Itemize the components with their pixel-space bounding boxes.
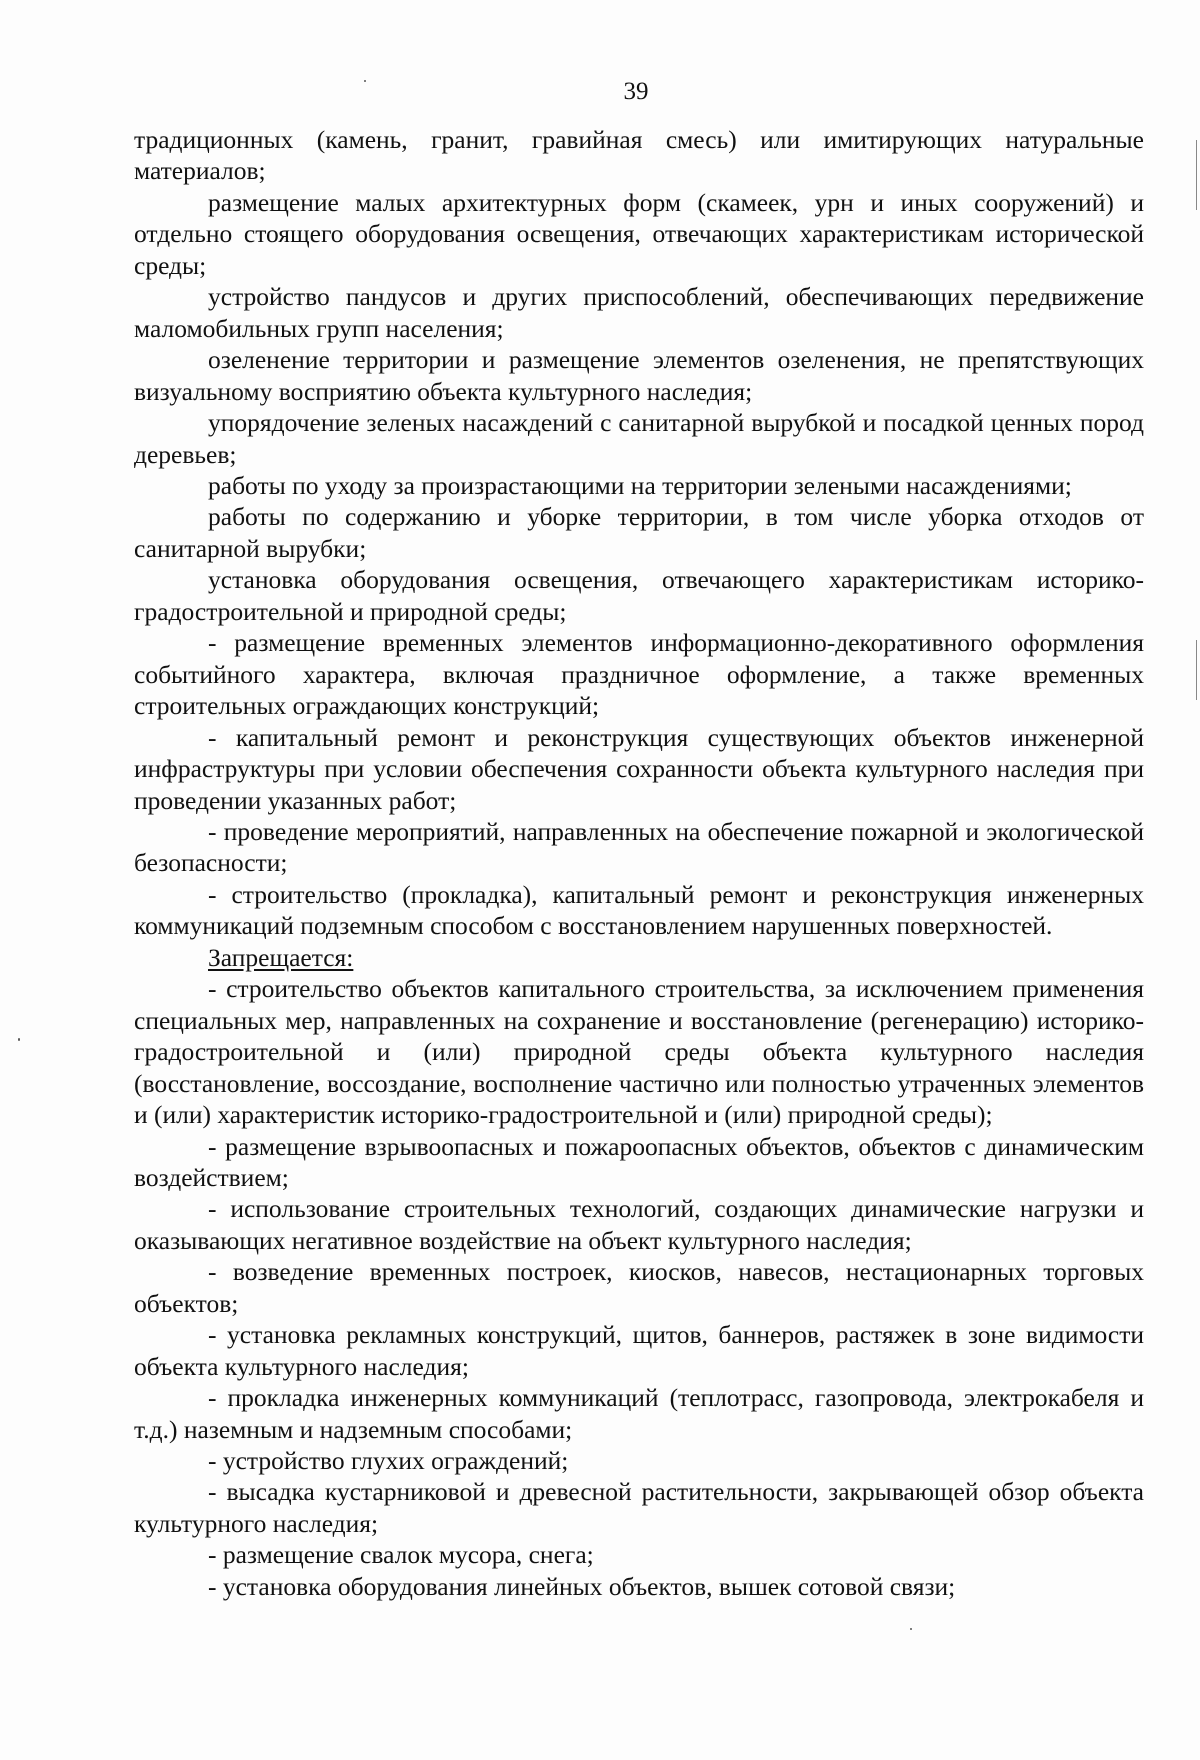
scan-speck [18, 1038, 20, 1041]
scan-edge-mark [1196, 140, 1197, 210]
list-item: - прокладка инженерных коммуникаций (теплотрасс, газопровода, электрокабеля и т.д.) наземным и надземным способами; [134, 1383, 1144, 1444]
list-item: - возведение временных построек, киосков, навесов, нестационарных торговых объектов; [134, 1257, 1144, 1318]
paragraph: работы по содержанию и уборке территории, в том числе уборка отходов от санитарной вырубки; [134, 502, 1144, 563]
paragraph: упорядочение зеленых насаждений с санитарной вырубкой и посадкой ценных пород деревьев; [134, 408, 1144, 469]
scan-edge-mark [1196, 640, 1197, 700]
list-item: - использование строительных технологий, создающих динамические нагрузки и оказывающих негативное воздействие на объект культурного наследия; [134, 1194, 1144, 1255]
paragraph: устройство пандусов и других приспособлений, обеспечивающих передвижение маломобильных групп населения; [134, 282, 1144, 343]
list-item: - размещение свалок мусора, снега; [208, 1540, 594, 1570]
document-body [134, 124, 1144, 1602]
page-number: 39 [623, 78, 649, 105]
list-item: - установка оборудования линейных объектов, вышек сотовой связи; [208, 1571, 956, 1601]
paragraph: размещение малых архитектурных форм (скамеек, урн и иных сооружений) и отдельно стоящего оборудования освещения, отвечающих характеристикам исторической среды; [134, 187, 1144, 280]
list-item: - строительство объектов капитального строительства, за исключением применения специальных мер, направленных на сохранение и восстановление (регенерацию) историко-градостроительной и (или) природной среды объекта культурного наследия (восстановление, воссоздание, восполнение частично или полностью утраченных элементов и (или) характеристик историко-градостроительной и (или) природной среды); [134, 974, 1144, 1130]
paragraph: работы по уходу за произрастающими на территории зелеными насаждениями; [208, 470, 1072, 500]
section-heading [134, 942, 1144, 973]
paragraph: установка оборудования освещения, отвечающего характеристикам историко-градостроительной и природной среды; [134, 565, 1144, 626]
scan-speck [364, 80, 366, 82]
list-item: - капитальный ремонт и реконструкция существующих объектов инженерной инфраструктуры при условии обеспечения сохранности объекта культурного наследия при проведении указанных работ; [134, 722, 1144, 815]
prohibited-heading: Запрещается: [208, 942, 354, 972]
list-item: - проведение мероприятий, направленных на обеспечение пожарной и экологической безопасности; [134, 816, 1144, 878]
scan-speck [910, 1628, 912, 1630]
list-item: - размещение временных элементов информационно-декоративного оформления событийного характера, включая праздничное оформление, а также временных строительных ограждающих конструкций; [134, 628, 1144, 721]
list-item: - устройство глухих ограждений; [208, 1446, 569, 1476]
paragraph: традиционных (камень, гранит, гравийная смесь) или имитирующих натуральные материалов; [134, 125, 1144, 186]
list-item: - установка рекламных конструкций, щитов, баннеров, растяжек в зоне видимости объекта культурного наследия; [134, 1320, 1144, 1381]
list-item: - строительство (прокладка), капитальный ремонт и реконструкция инженерных коммуникаций подземным способом с восстановлением нарушенных поверхностей. [134, 879, 1144, 941]
paragraph: озеленение территории и размещение элементов озеленения, не препятствующих визуальному восприятию объекта культурного наследия; [134, 345, 1144, 406]
list-item: - размещение взрывоопасных и пожароопасных объектов, объектов с динамическим воздействием; [134, 1131, 1144, 1192]
list-item: - высадка кустарниковой и древесной растительности, закрывающей обзор объекта культурного наследия; [134, 1477, 1144, 1538]
